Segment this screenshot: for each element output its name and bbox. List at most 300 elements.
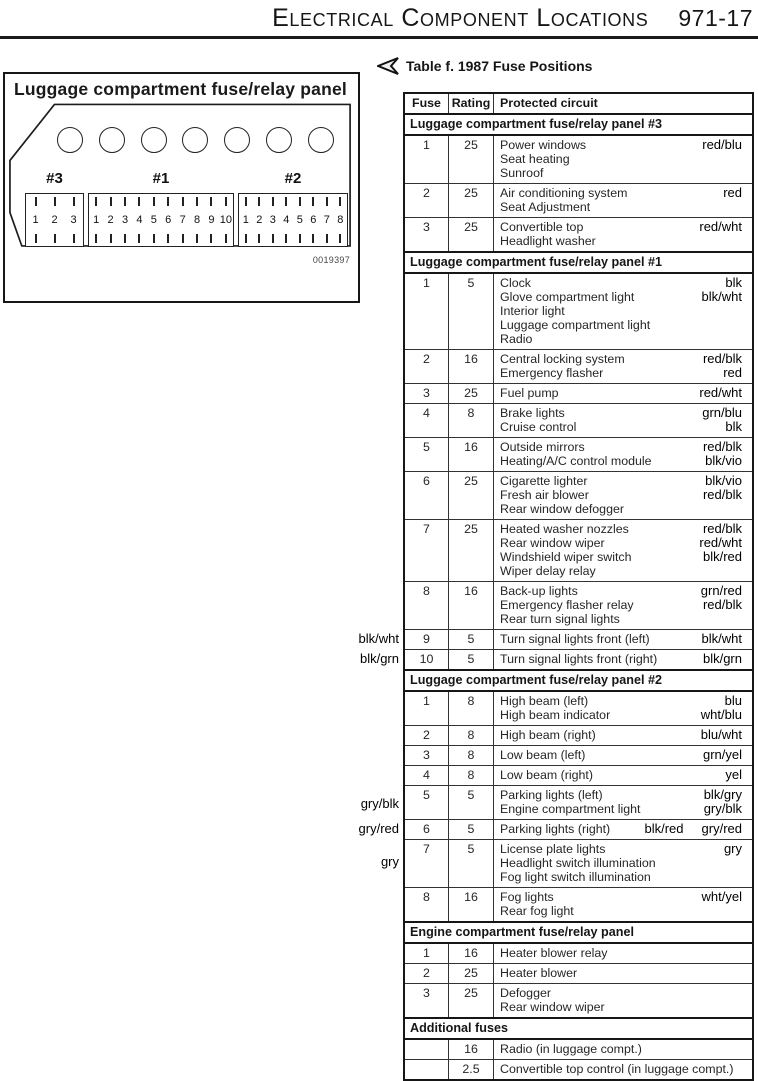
circuit-line: Heater blower relay [500,946,608,960]
fuse-tick [326,197,328,206]
relay-circle [308,127,334,153]
circuit-cell [494,404,752,437]
wire-color: red/blk [702,521,742,536]
wire-color-note: blk/red [644,821,684,836]
fuse-slot [175,194,189,246]
page-header [272,4,753,33]
rating-cell: 25 [449,184,494,217]
circuit-line: Windshield wiper switch [500,550,632,564]
table-row [360,785,752,819]
table-row [405,1059,752,1079]
circuit-line: High beam (right) [500,728,596,742]
circuit-cell [494,786,752,819]
circuit-cell [494,726,752,745]
fuse-cell: 8 [405,582,449,629]
circuit-line: Turn signal lights front (left) [500,632,650,646]
wire-color: blk [725,275,742,290]
rating-cell: 25 [449,472,494,519]
fuse-cell: 3 [405,384,449,403]
fuse-cell [405,1060,449,1079]
fuse-slot [253,194,267,246]
fuse-cell: 1 [405,136,449,183]
fuse-tick [73,234,75,243]
circuit-line: Radio [500,332,533,346]
fuse-tick [182,197,184,206]
fuse-tick [258,234,260,243]
circuit-cell [494,438,752,471]
circuit-line: License plate lights [500,842,606,856]
wire-color: red/blk [702,439,742,454]
fuse-panel-diagram [3,72,360,303]
relay-circle [266,127,292,153]
circuit-cell [494,184,752,217]
fuse-number: 6 [165,213,172,226]
fuse-number: 9 [208,213,215,226]
rating-cell: 16 [449,944,494,963]
fuse-block [88,193,234,247]
fuse-tick [196,234,198,243]
table-row [358,629,752,649]
rating-cell: 25 [449,984,494,1017]
rating-cell: 5 [449,786,494,819]
circuit-line: Low beam (right) [500,768,593,782]
fuse-tick [312,234,314,243]
section-header: Additional fuses [405,1017,752,1040]
circuit-line: Central locking system [500,352,625,366]
table-row [405,183,752,217]
circuit-line: Back-up lights [500,584,578,598]
fuse-tick [124,197,126,206]
fuse-slot [307,194,321,246]
circuit-line: Fog light switch illumination [500,870,651,884]
circuit-line: Outside mirrors [500,440,585,454]
fuse-tick [225,234,227,243]
fuse-number: 2 [51,213,58,226]
wire-color: red/blk [702,597,742,612]
fuse-number: 1 [242,213,249,226]
circuit-cell [494,384,752,403]
circuit-cell [494,766,752,785]
circuit-lines [500,842,748,884]
table-row [405,765,752,785]
wire-color: gry/blk [703,801,742,816]
fuse-cell: 7 [405,520,449,581]
fuse-tick [285,197,287,206]
table-row [405,963,752,983]
fuse-tick [326,234,328,243]
wire-colors [699,220,742,234]
rating-cell: 25 [449,384,494,403]
fuse-slot [103,194,117,246]
relay-circle [99,127,125,153]
circuit-cell [494,350,752,383]
fuse-slot [161,194,175,246]
rating-cell: 5 [449,840,494,887]
wire-colors [645,822,743,836]
fuse-slot [64,194,83,246]
circuit-line: High beam (left) [500,694,589,708]
table-row [405,519,752,581]
circuit-line: Emergency flasher [500,366,604,380]
wire-color-value: gry/red [701,821,742,836]
fuse-slot [45,194,64,246]
rating-cell: 16 [449,582,494,629]
fuse-slot [239,194,253,246]
wire-color: red/blu [702,137,742,152]
circuit-cell [494,274,752,349]
wire-color: red [723,185,742,200]
circuit-line: Heater blower [500,966,578,980]
table-row [405,745,752,765]
fuse-cell: 2 [405,964,449,983]
wire-colors [723,186,742,200]
fuse-cell: 4 [405,404,449,437]
rating-cell: 25 [449,218,494,251]
fuse-tick [312,197,314,206]
fuse-number: 2 [107,213,114,226]
circuit-line: Headlight switch illumination [500,856,656,870]
circuit-cell [494,218,752,251]
circuit-line: Rear window wiper [500,536,605,550]
figure-part-number: 0019397 [312,255,350,265]
fuse-tick [245,197,247,206]
wire-color: wht/yel [701,889,742,904]
fuse-slot [190,194,204,246]
circuit-line: Parking lights (right) [500,822,611,836]
fuse-slot [320,194,334,246]
table-row [405,403,752,437]
fuse-cell: 7 [405,840,449,887]
wire-color: red/blk [702,487,742,502]
rating-cell: 25 [449,136,494,183]
wire-colors [703,748,742,762]
fuse-tick [285,234,287,243]
fuse-tick [299,234,301,243]
fuse-tick [167,197,169,206]
fuse-block [238,193,348,247]
fuse-tick [272,197,274,206]
fuse-cell: 10 [405,650,449,669]
fuse-tick [258,197,260,206]
circuit-cell [494,984,752,1017]
fuse-slot [118,194,132,246]
fuse-block-label: #2 [284,170,302,187]
circuit-line: Convertible top [500,220,584,234]
fuse-number: 3 [269,213,276,226]
margin-wire-color-note: blk/wht [358,631,399,646]
fuse-tick [225,197,227,206]
wire-color: blk/vio [705,473,742,488]
circuit-lines [500,768,748,782]
rating-cell: 8 [449,404,494,437]
circuit-line: Cigarette lighter [500,474,588,488]
circuit-line: Brake lights [500,406,565,420]
circuit-line: High beam indicator [500,708,611,722]
fuse-cell: 1 [405,944,449,963]
circuit-line: Engine compartment light [500,802,641,816]
panel-outline [5,74,358,301]
wire-color: blk/red [702,549,742,564]
section-header: Luggage compartment fuse/relay panel #3 [405,113,752,136]
circuit-cell [494,1040,752,1059]
wire-color: grn/blu [702,405,742,420]
circuit-lines [500,946,748,960]
circuit-cell [494,520,752,581]
fuse-number: 8 [193,213,201,226]
fuse-number: 3 [70,213,77,226]
wire-color: gry [723,841,742,856]
relay-row [57,127,334,153]
fuse-slot [280,194,294,246]
circuit-lines [500,986,748,1014]
rating-cell: 8 [449,766,494,785]
wire-colors [703,440,742,468]
fuse-cell: 1 [405,274,449,349]
circuit-line: Luggage compartment light [500,318,651,332]
circuit-lines [500,1042,748,1056]
table-row [405,944,752,963]
wire-color: blk/grn [702,651,742,666]
fuse-tick [245,234,247,243]
diagram-title: Luggage compartment fuse/relay panel [14,79,347,99]
wire-color: red/wht [699,219,742,234]
rating-cell: 8 [449,726,494,745]
wire-color: yel [725,767,742,782]
fuse-number: 4 [136,213,143,226]
fuse-tick [339,197,341,206]
fuse-tick [153,197,155,206]
margin-wire-color-note: gry [380,854,399,869]
rating-cell: 5 [449,650,494,669]
table-pointer-icon [377,56,399,76]
wire-colors [703,652,742,666]
fuse-tick [95,197,97,206]
circuit-cell [494,630,752,649]
rating-cell: 8 [449,746,494,765]
fuse-number: 8 [337,213,344,226]
circuit-line: Headlight washer [500,234,596,248]
fuse-slot [334,194,348,246]
wire-color: grn/yel [702,747,742,762]
fuse-cell: 2 [405,350,449,383]
circuit-lines [500,1062,748,1076]
fuse-cell: 3 [405,218,449,251]
fuse-tick [138,197,140,206]
wire-colors [702,406,742,434]
circuit-cell [494,964,752,983]
circuit-cell [494,888,752,921]
rating-cell: 25 [449,964,494,983]
circuit-cell [494,944,752,963]
wire-color: grn/red [700,583,742,598]
fuse-number: 4 [283,213,290,226]
fuse-tick [54,234,56,243]
circuit-line: Fog lights [500,890,554,904]
circuit-line: Power windows [500,138,587,152]
fuse-tick [110,234,112,243]
table-row [405,136,752,183]
rating-cell: 16 [449,438,494,471]
circuit-line: Heated washer nozzles [500,522,629,536]
circuit-line: Glove compartment light [500,290,635,304]
fuse-slot [132,194,146,246]
circuit-line: Fuel pump [500,386,559,400]
circuit-line: Seat heating [500,152,570,166]
wire-colors [702,890,742,904]
column-header-circuit: Protected circuit [500,96,598,110]
circuit-line: Emergency flasher relay [500,598,634,612]
fuse-tick [153,234,155,243]
margin-wire-color-note: gry/blk [360,796,399,811]
fuse-slot [219,194,233,246]
circuit-cell [494,582,752,629]
rating-cell: 5 [449,630,494,649]
rating-cell: 2.5 [449,1060,494,1079]
wire-colors [699,522,742,564]
wire-colors [702,632,742,646]
wire-color: blu [724,693,742,708]
fuse-number: 3 [121,213,129,226]
circuit-cell [494,1060,752,1079]
fuse-tick [167,234,169,243]
margin-wire-color-note: gry/red [358,821,399,836]
fuse-cell: 9 [405,630,449,649]
header-rule [0,36,758,39]
table-row [405,725,752,745]
rating-cell: 8 [449,692,494,725]
fuse-tick [95,234,97,243]
wire-color: red [723,365,742,380]
relay-circle [224,127,250,153]
fuse-cell: 2 [405,184,449,217]
wire-color [645,822,743,836]
fuse-tick [54,197,56,206]
fuse-tick [182,234,184,243]
circuit-cell [494,692,752,725]
circuit-cell [494,840,752,887]
fuse-number: 6 [310,213,317,226]
table-row [380,839,752,887]
circuit-cell [494,820,752,839]
fuse-slot [293,194,307,246]
circuit-line: Low beam (left) [500,748,586,762]
table-row [405,383,752,403]
fuse-cell: 6 [405,820,449,839]
relay-circle [57,127,83,153]
circuit-line: Rear window wiper [500,1000,605,1014]
fuse-tick [138,234,140,243]
fuse-slot [204,194,218,246]
table-row [359,649,752,669]
table-row [405,274,752,349]
fuse-number: 1 [93,213,100,226]
fuse-slot [266,194,280,246]
circuit-line: Radio (in luggage compt.) [500,1042,642,1056]
fuse-cell: 3 [405,746,449,765]
wire-colors [702,138,742,152]
fuse-tick [35,234,37,243]
circuit-cell [494,472,752,519]
fuse-tick [196,197,198,206]
wire-color: blk [725,419,742,434]
fuse-tick [110,197,112,206]
fuse-number: 1 [32,213,39,226]
table-row [405,349,752,383]
wire-colors [701,584,742,612]
wire-color: blk/vio [705,453,742,468]
wire-colors [701,728,742,742]
circuit-line: Turn signal lights front (right) [500,652,658,666]
wire-color: red/blk [702,351,742,366]
table-row [405,581,752,629]
circuit-line: Parking lights (left) [500,788,603,802]
column-header-rating: Rating [449,94,494,113]
fuse-tick [35,197,37,206]
wire-color: blk/wht [701,631,742,646]
circuit-line: Heating/A/C control module [500,454,652,468]
fuse-block-label: #1 [152,170,170,187]
section-header: Engine compartment fuse/relay panel [405,921,752,944]
circuit-cell [494,136,752,183]
table-header-row [405,94,752,113]
rating-cell: 5 [449,820,494,839]
circuit-line: Defogger [500,986,551,1000]
rating-cell: 25 [449,520,494,581]
section-header: Luggage compartment fuse/relay panel #1 [405,251,752,274]
circuit-line: Seat Adjustment [500,200,591,214]
wire-color: red/wht [699,385,742,400]
fuse-cell: 5 [405,438,449,471]
wire-color: red/wht [699,535,742,550]
table-row [405,983,752,1017]
fuse-tick [73,197,75,206]
fuse-slot [26,194,45,246]
fuse-cell [405,1040,449,1059]
margin-wire-color-note: blk/grn [359,651,399,666]
circuit-lines [500,966,748,980]
circuit-line: Rear window defogger [500,502,624,516]
fuse-number: 5 [150,213,157,226]
wire-colors [699,386,742,400]
circuit-line: Rear turn signal lights [500,612,620,626]
fuse-slot [147,194,161,246]
fuse-number: 7 [179,213,186,226]
wire-color: wht/blu [700,707,742,722]
fuse-slot [89,194,103,246]
circuit-line: Convertible top control (in luggage compt.) [500,1062,734,1076]
circuit-line: Cruise control [500,420,577,434]
fuse-tick [339,234,341,243]
circuit-line: Sunroof [500,166,544,180]
circuit-line: Wiper delay relay [500,564,596,578]
circuit-line: Air conditioning system [500,186,628,200]
fuse-table [358,92,754,1081]
rating-cell: 16 [449,1040,494,1059]
fuse-cell: 4 [405,766,449,785]
fuse-cell: 5 [405,786,449,819]
fuse-number: 5 [296,213,303,226]
section-header: Luggage compartment fuse/relay panel #2 [405,669,752,692]
fuse-tick [272,234,274,243]
wire-colors [704,788,742,816]
wire-colors [701,694,742,722]
fuse-cell: 6 [405,472,449,519]
fuse-cell: 3 [405,984,449,1017]
table-caption-label: Table f. 1987 Fuse Positions [406,58,593,74]
circuit-line: Rear fog light [500,904,574,918]
circuit-line: Clock [500,276,531,290]
page-title: Electrical Component Locations [272,4,649,32]
